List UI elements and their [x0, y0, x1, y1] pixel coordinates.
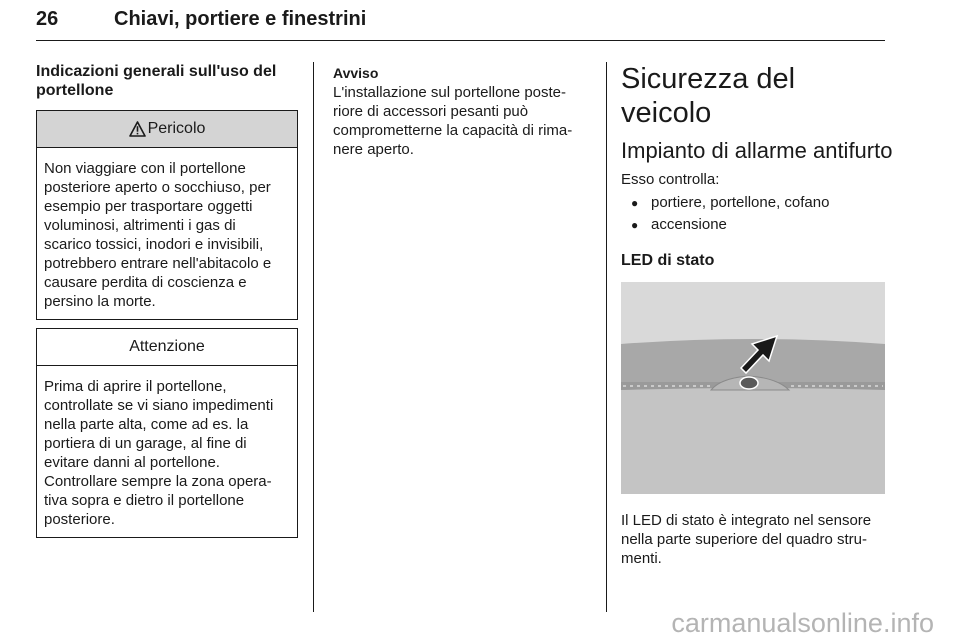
- text-line: Non viaggiare con il portellone: [44, 160, 246, 177]
- text-line: potrebbero entrare nell'abitacolo e: [44, 255, 272, 272]
- text-line: Controllare sempre la zona opera-: [44, 473, 272, 490]
- text-line: nella parte alta, come ad es. la: [44, 416, 249, 433]
- attenzione-label: Attenzione: [129, 338, 205, 355]
- heading-line: Indicazioni generali sull'uso del: [36, 63, 277, 80]
- chapter-title: Chiavi, portiere e finestrini: [114, 8, 367, 30]
- text-line: evitare danni al portellone.: [44, 454, 220, 471]
- attenzione-header: [37, 329, 297, 366]
- led-sensor-illustration: [621, 282, 885, 494]
- text-line: voluminosi, altrimenti i gas di: [44, 217, 236, 234]
- column-1: [36, 62, 298, 546]
- text-line: L'installazione sul portellone poste-: [333, 84, 567, 101]
- pericolo-box: [36, 110, 298, 320]
- text-line: menti.: [621, 550, 662, 567]
- page-number: 26: [36, 8, 59, 30]
- controlled-items-list: [621, 192, 885, 236]
- column-3: [621, 62, 893, 568]
- text-line: scarico tossici, inodori e invisibili,: [44, 236, 264, 253]
- pericolo-header: [37, 111, 297, 148]
- text-line: nella parte superiore del quadro stru-: [621, 531, 867, 548]
- section-title: Sicurezza del veicolo: [621, 63, 796, 129]
- warning-triangle-icon: [129, 121, 146, 137]
- text-line: controllate se vi siano impedimenti: [44, 397, 274, 414]
- attenzione-box: [36, 328, 298, 538]
- column-2: [333, 64, 589, 159]
- watermark: carmanualsonline.info: [671, 608, 934, 638]
- heading-line: portellone: [36, 82, 114, 99]
- pericolo-label: Pericolo: [147, 120, 206, 137]
- text-line: Il LED di stato è integrato nel sensore: [621, 512, 872, 529]
- led-heading: LED di stato: [621, 252, 715, 269]
- text-line: Prima di aprire il portellone,: [44, 378, 227, 395]
- text-line: comprometterne la capacità di rima-: [333, 122, 573, 139]
- text-line: nere aperto.: [333, 141, 414, 158]
- attenzione-text: [37, 366, 297, 537]
- text-line: causare perdita di coscienza e: [44, 274, 247, 291]
- section-heading-portellone: [36, 62, 298, 100]
- list-item: ● accensione: [621, 214, 885, 236]
- text-line: posteriore.: [44, 511, 115, 528]
- text-line: riore di accessori pesanti può: [333, 103, 529, 120]
- column-divider-2: [606, 62, 607, 612]
- header-rule: [36, 40, 885, 41]
- text-line: posteriore aperto o socchiuso, per: [44, 179, 271, 196]
- column-divider-1: [313, 62, 314, 612]
- text-line: tiva sopra e dietro il portellone: [44, 492, 245, 509]
- intro-text: Esso controlla:: [621, 171, 720, 188]
- text-line: persino la morte.: [44, 293, 156, 310]
- led-caption: [621, 511, 885, 568]
- avviso-label: Avviso: [333, 65, 379, 81]
- list-item: ● portiere, portellone, cofano: [621, 192, 885, 214]
- section-subtitle: Impianto di allarme antifurto: [621, 138, 893, 163]
- text-line: portiera di un garage, al fine di: [44, 435, 247, 452]
- text-line: esempio per trasportare oggetti: [44, 198, 253, 215]
- pericolo-text: [37, 148, 297, 319]
